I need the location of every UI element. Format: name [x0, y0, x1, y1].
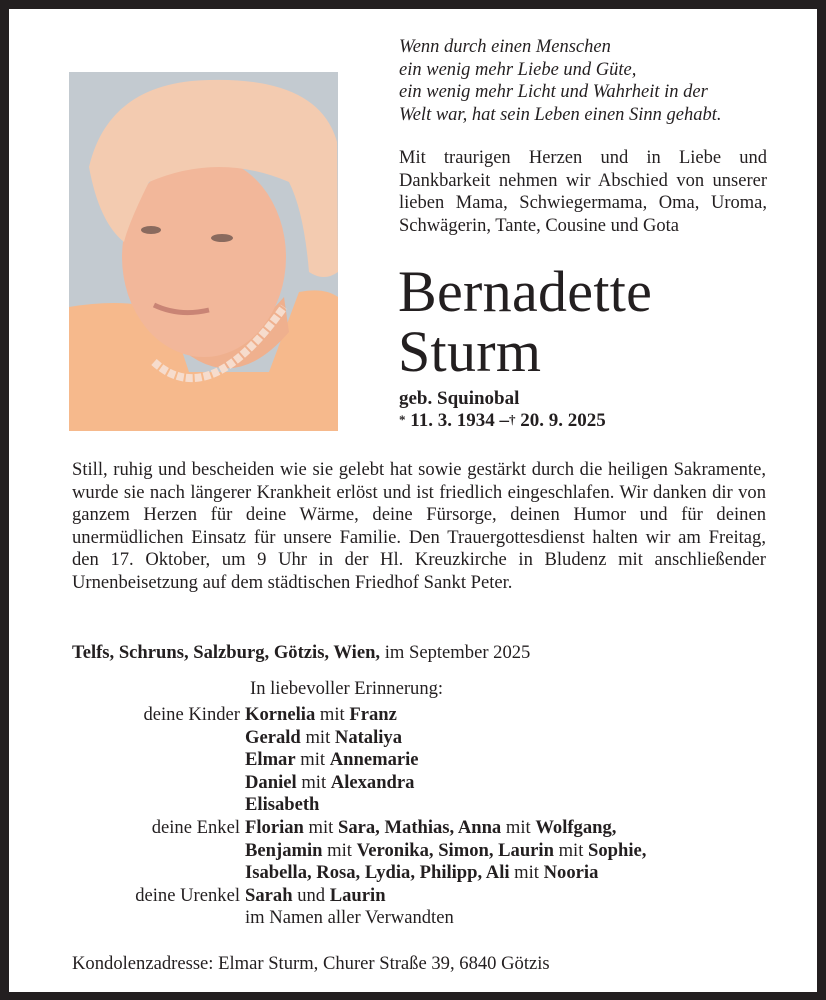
empty-label: [9, 840, 245, 863]
quote-line: Welt war, hat sein Leben einen Sinn gehabt.: [399, 104, 722, 125]
obituary-notice: [9, 9, 817, 992]
birth-date: 11. 3. 1934: [410, 410, 495, 431]
birth-death-info: [399, 388, 759, 432]
great-grandchildren-label: deine Urenkel: [135, 884, 240, 906]
partner-name: Annemarie: [329, 749, 419, 771]
portrait-photo: [69, 72, 338, 431]
joiner: und: [297, 884, 326, 906]
empty-label: [9, 862, 245, 885]
great-grandchild-name: Laurin: [329, 884, 386, 906]
closing-text: im Namen aller Verwandten: [245, 907, 454, 929]
family-row: [9, 794, 809, 817]
empty-label: [9, 907, 245, 930]
grandchildren-line: [245, 862, 809, 885]
family-row-children: [9, 704, 809, 727]
joiner: mit: [501, 816, 536, 838]
last-name: Sturm: [398, 319, 542, 384]
child-name: Daniel: [245, 771, 297, 793]
grandchild-names: Florian: [245, 816, 304, 838]
family-list: [9, 704, 809, 930]
grandchild-names: Benjamin: [245, 839, 323, 861]
children-label: deine Kinder: [143, 704, 240, 725]
intro-text: Mit traurigen Herzen und in Liebe und Dankbarkeit nehmen wir Abschied von unserer lieben Mama, Schwiegermama, Oma, Uroma, Schwägerin, Tante, Cousine und Gota: [399, 148, 767, 236]
joiner: mit: [305, 726, 331, 748]
empty-label: [9, 749, 245, 772]
family-row: [9, 840, 809, 863]
partner-name: Franz: [349, 704, 397, 725]
grandchild-names: Sara, Mathias, Anna: [337, 816, 502, 838]
joiner: mit: [301, 771, 327, 793]
grandchild-names: Veronika, Simon, Laurin: [356, 839, 554, 861]
child-name: Elisabeth: [245, 794, 320, 816]
family-row: [9, 749, 809, 772]
family-row-closing: [9, 907, 809, 930]
condolence-address: Kondolenzadresse: Elmar Sturm, Churer Straße 39, 6840 Götzis: [72, 953, 550, 974]
date-separator: –: [499, 410, 509, 431]
places-date-line: [72, 642, 772, 664]
maiden-name: geb. Squinobal: [399, 388, 520, 409]
empty-label: [9, 794, 245, 817]
deceased-name: [398, 259, 778, 384]
joiner: mit: [553, 839, 589, 861]
death-date: 20. 9. 2025: [520, 410, 606, 431]
grandchildren-line: [245, 817, 809, 840]
child-name: Elmar: [245, 749, 296, 771]
life-dates: [399, 410, 759, 432]
partner-name: Nataliya: [334, 726, 403, 748]
partner-name: Nooria: [543, 862, 599, 884]
partner-name: Alexandra: [330, 771, 415, 793]
partner-name: Sophie,: [588, 839, 647, 861]
body-text: Still, ruhig und bescheiden wie sie gelebt hat sowie gestärkt durch die heiligen Sakramente, wurde sie nach längerer Krankheit erlöst und ist friedlich eingeschlafen. Wir danken dir von ganzem Herzen für deine Wärme, deine Fürsorge, deinen Humor und für deinen unermüdlichen Einsatz für unsere Familie. Den Trauergottesdienst halten wir am Freitag, den 17. Oktober, um 9 Uhr in der Hl. Kreuzkirche in Bludenz mit anschließender Urnenbeisetzung auf dem städtischen Friedhof Sankt Peter.: [72, 459, 766, 593]
family-row: [9, 772, 809, 795]
empty-label: [9, 772, 245, 795]
first-name: Bernadette: [398, 259, 653, 324]
joiner: mit: [300, 749, 326, 771]
birth-symbol: *: [399, 412, 406, 427]
joiner: mit: [322, 839, 357, 861]
family-row: [9, 862, 809, 885]
quote-line: ein wenig mehr Licht und Wahrheit in der: [399, 82, 708, 102]
joiner: mit: [303, 816, 338, 838]
grandchild-names: Isabella, Rosa, Lydia, Philipp, Ali: [245, 862, 510, 884]
places-list: Telfs, Schruns, Salzburg, Götzis, Wien,: [72, 642, 381, 663]
memory-heading: In liebevoller Erinnerung:: [250, 678, 444, 699]
joiner: mit: [509, 862, 544, 884]
family-row-great-grandchildren: [9, 885, 809, 908]
great-grandchild-name: Sarah: [245, 884, 293, 906]
grandchildren-label: deine Enkel: [151, 816, 240, 838]
family-row: [9, 727, 809, 750]
quote-verse: [399, 36, 771, 126]
partner-name: Wolfgang,: [535, 816, 617, 838]
quote-line: ein wenig mehr Liebe und Güte,: [399, 59, 637, 80]
empty-label: [9, 727, 245, 750]
family-row-grandchildren: [9, 817, 809, 840]
quote-line: Wenn durch einen Menschen: [399, 37, 611, 57]
child-name: Gerald: [245, 726, 301, 748]
death-symbol: †: [508, 412, 516, 427]
child-name: Kornelia: [245, 704, 316, 725]
grandchildren-line: [245, 840, 809, 863]
place-date: im September 2025: [384, 642, 531, 663]
portrait-illustration: [69, 72, 338, 431]
joiner: mit: [319, 704, 345, 725]
